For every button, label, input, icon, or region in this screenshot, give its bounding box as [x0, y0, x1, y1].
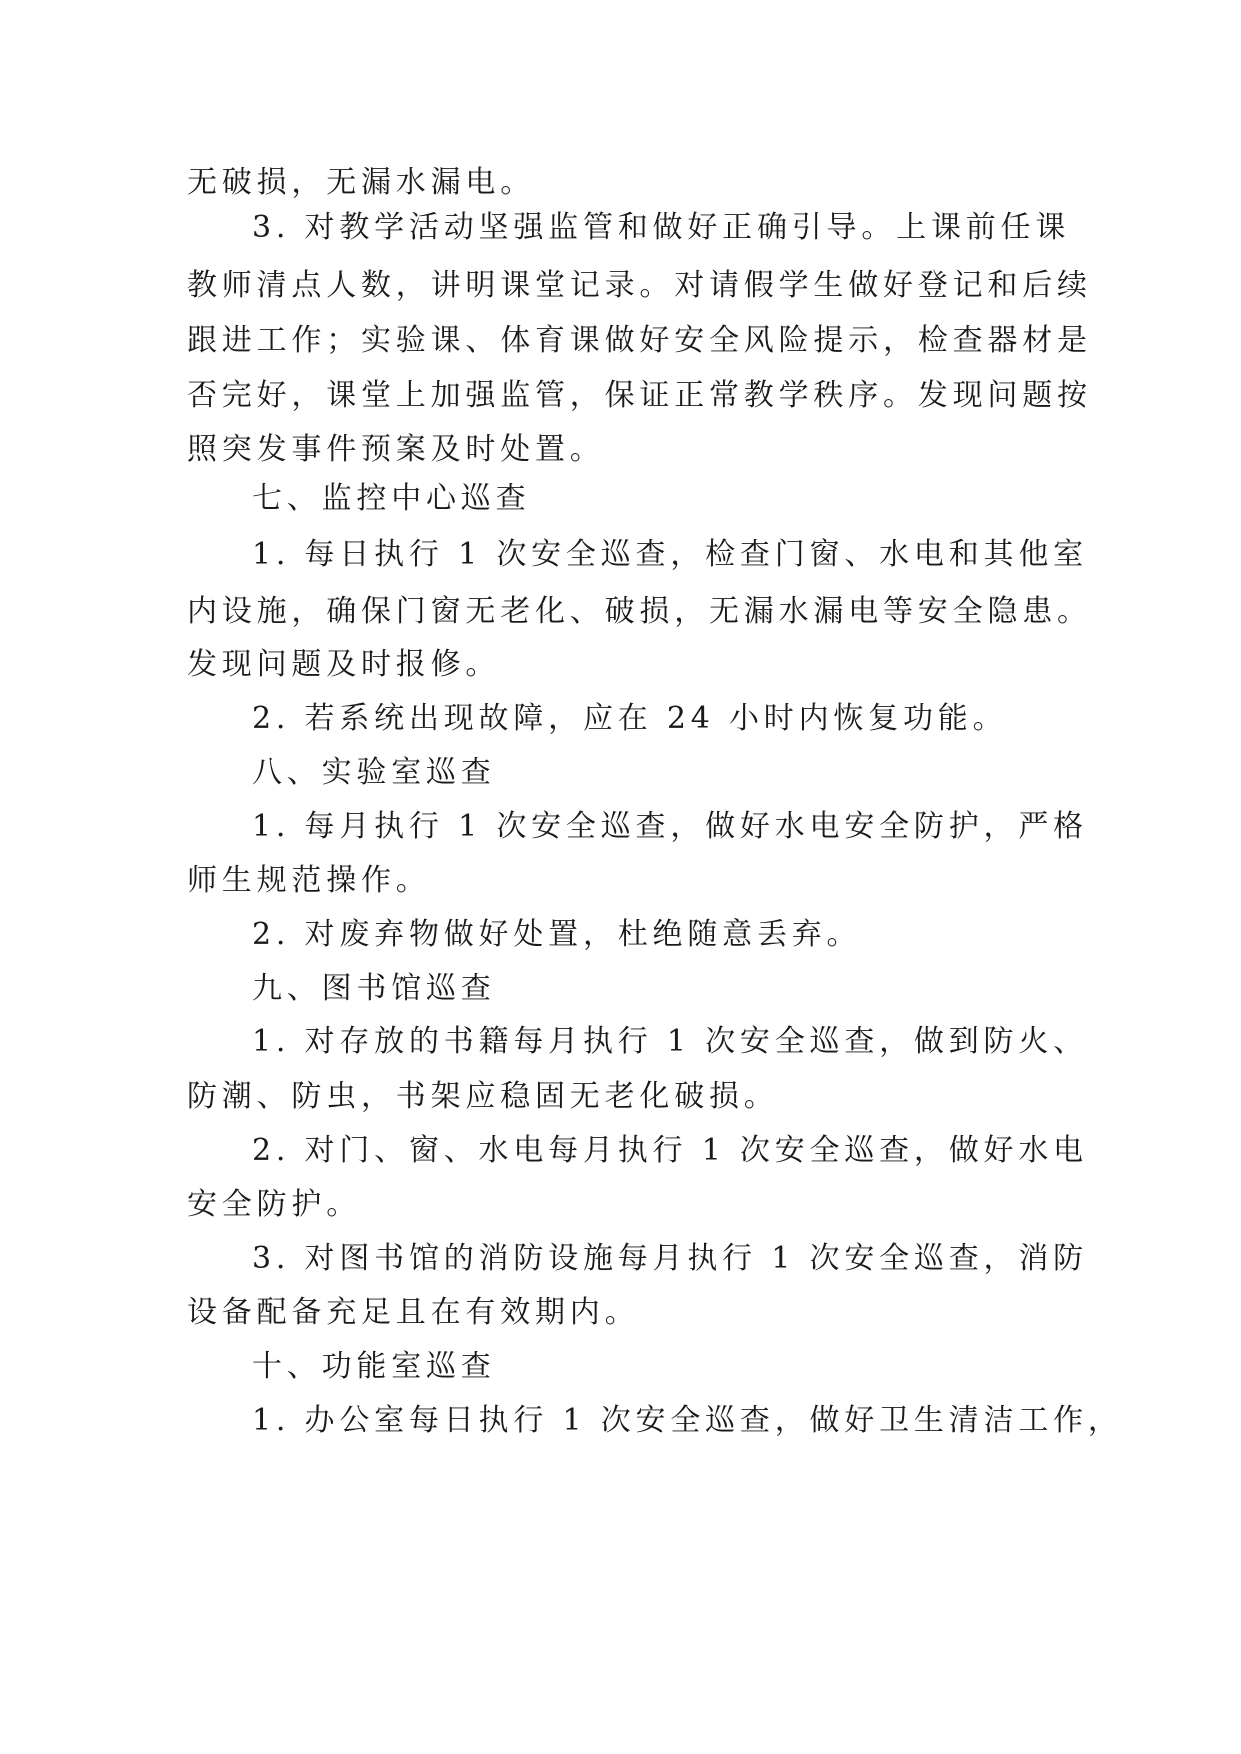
text-line: 防潮、防虫，书架应稳固无老化破损。 [187, 1079, 779, 1114]
section-heading: 九、图书馆巡查 [252, 971, 496, 1006]
text-line: 安全防护。 [187, 1187, 361, 1222]
text-line: 教师清点人数，讲明课堂记录。对请假学生做好登记和后续 [187, 268, 1092, 303]
list-item-text: 3. 对教学活动坚强监管和做好正确引导。上课前任课 [252, 210, 1071, 245]
list-item-text: 3. 对图书馆的消防设施每月执行 1 次安全巡查，消防 [252, 1241, 1088, 1276]
list-item-text: 1. 办公室每日执行 1 次安全巡查，做好卫生清洁工作， [252, 1403, 1123, 1438]
list-item-text: 2. 对门、窗、水电每月执行 1 次安全巡查，做好水电 [252, 1133, 1088, 1168]
text-line: 跟进工作；实验课、体育课做好安全风险提示，检查器材是 [187, 323, 1092, 358]
list-item-text: 2. 对废弃物做好处置，杜绝随意丢弃。 [252, 917, 862, 952]
list-item-text: 1. 每日执行 1 次安全巡查，检查门窗、水电和其他室 [252, 537, 1088, 572]
section-heading: 十、功能室巡查 [252, 1349, 496, 1384]
text-line: 发现问题及时报修。 [187, 647, 501, 682]
text-line: 照突发事件预案及时处置。 [187, 432, 605, 467]
list-item-text: 1. 每月执行 1 次安全巡查，做好水电安全防护，严格 [252, 809, 1088, 844]
text-line: 师生规范操作。 [187, 863, 431, 898]
text-line: 内设施，确保门窗无老化、破损，无漏水漏电等安全隐患。 [187, 594, 1092, 629]
text-line: 否完好，课堂上加强监管，保证正常教学秩序。发现问题按 [187, 378, 1092, 413]
text-line: 无破损，无漏水漏电。 [187, 165, 535, 200]
list-item-text: 1. 对存放的书籍每月执行 1 次安全巡查，做到防火、 [252, 1024, 1088, 1059]
text-line: 设备配备充足且在有效期内。 [187, 1295, 640, 1330]
list-item-text: 2. 若系统出现故障，应在 24 小时内恢复功能。 [252, 701, 1008, 736]
section-heading: 七、监控中心巡查 [252, 481, 531, 516]
section-heading: 八、实验室巡查 [252, 755, 496, 790]
